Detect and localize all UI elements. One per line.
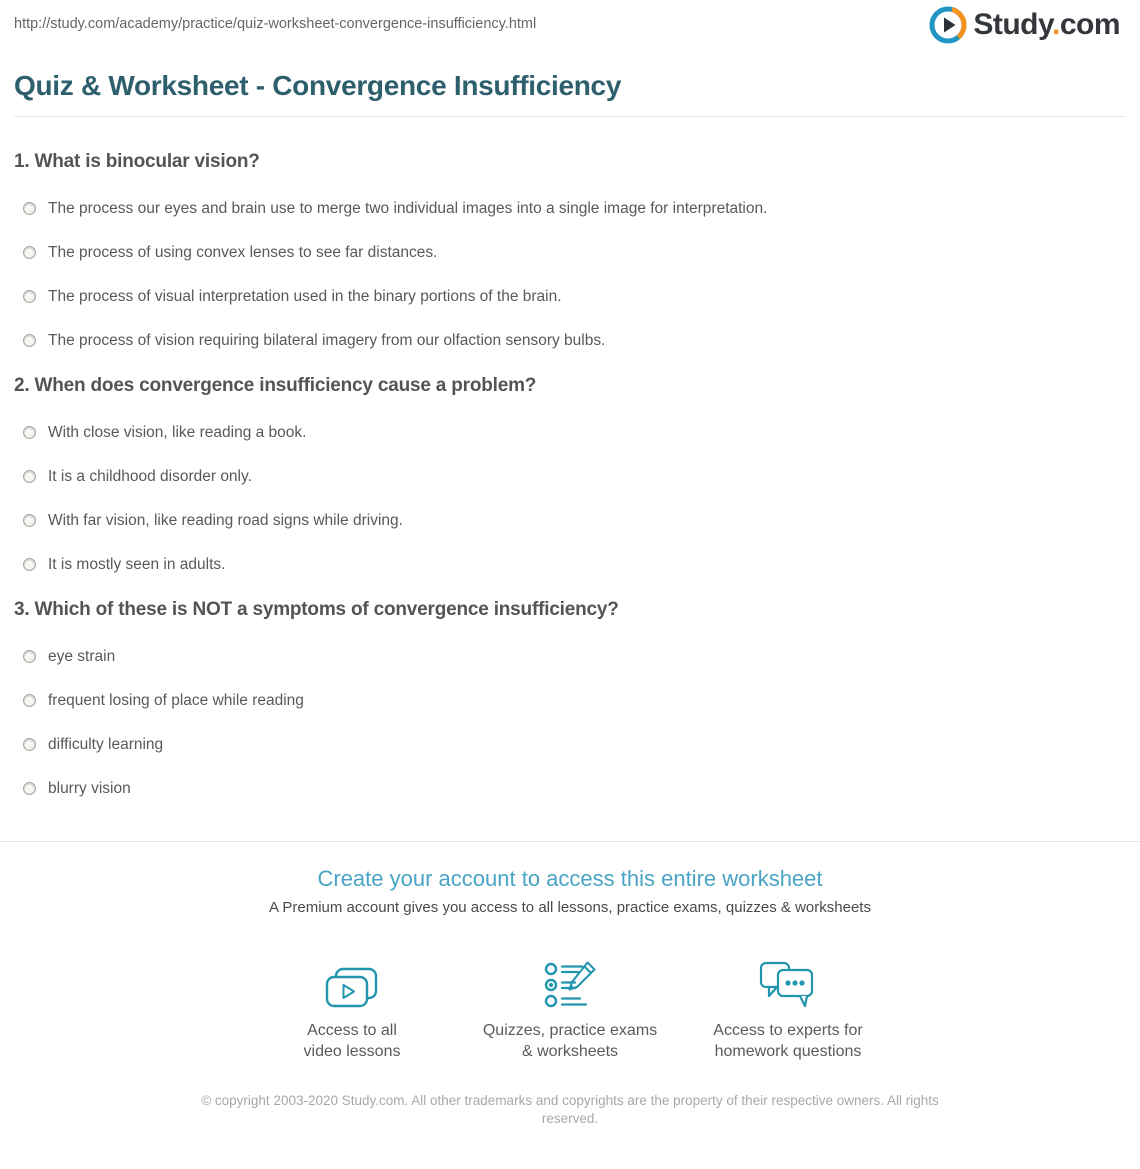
study-logo[interactable]	[929, 6, 1120, 44]
feature-label: Access to all video lessons	[303, 1022, 401, 1060]
radio-button[interactable]	[23, 738, 36, 751]
feature-quizzes	[461, 950, 679, 1062]
radio-button[interactable]	[23, 334, 36, 347]
radio-button[interactable]	[23, 202, 36, 215]
feature-experts	[679, 950, 897, 1062]
question-1-option-3[interactable]	[23, 287, 1126, 307]
answer-option-label: The process of visual interpretation used in the binary portions of the brain.	[48, 288, 562, 305]
answer-option-label: The process of using convex lenses to see far distances.	[48, 244, 438, 261]
answer-option-label: eye strain	[48, 648, 116, 665]
feature-label: Access to experts for homework questions	[713, 1022, 863, 1060]
radio-button[interactable]	[23, 558, 36, 571]
page-url: http://study.com/academy/practice/quiz-worksheet-convergence-insufficiency.html	[14, 16, 537, 32]
question-3-option-1[interactable]	[23, 647, 1126, 667]
quiz-body	[0, 151, 1140, 799]
answer-option-label: frequent losing of place while reading	[48, 692, 304, 709]
page-header	[0, 0, 1140, 56]
feature-label: Quizzes, practice exams & worksheets	[482, 1022, 658, 1060]
question-3-option-2[interactable]	[23, 691, 1126, 711]
logo-dot: .	[1051, 8, 1060, 41]
logo-text: Study.com	[973, 8, 1120, 41]
create-account-link[interactable]: Create your account to access this entire worksheet	[317, 866, 823, 891]
question-3-option-3[interactable]	[23, 735, 1126, 755]
question-3-heading: 3. Which of these is NOT a symptoms of convergence insufficiency?	[14, 599, 619, 620]
answer-option-label: The process our eyes and brain use to merge two individual images into a single image for interpretation.	[48, 200, 768, 217]
answer-option-label: With far vision, like reading road signs while driving.	[48, 512, 403, 529]
question-2-option-3[interactable]	[23, 511, 1126, 531]
page-title: Quiz & Worksheet - Convergence Insufficiency	[14, 70, 1126, 117]
radio-button[interactable]	[23, 246, 36, 259]
question-1-option-4[interactable]	[23, 331, 1126, 351]
question-1-heading: 1. What is binocular vision?	[14, 151, 260, 172]
answer-option-label: With close vision, like reading a book.	[48, 424, 307, 441]
answer-option-label: It is a childhood disorder only.	[48, 468, 252, 485]
radio-button[interactable]	[23, 290, 36, 303]
feature-video-lessons	[243, 950, 461, 1062]
radio-button[interactable]	[23, 514, 36, 527]
question-2-option-1[interactable]	[23, 423, 1126, 443]
answer-option-label: It is mostly seen in adults.	[48, 556, 226, 573]
question-1-option-1[interactable]	[23, 199, 1126, 219]
expert-chat-icon	[679, 950, 897, 1012]
answer-option-label: difficulty learning	[48, 736, 164, 753]
feature-list	[0, 950, 1140, 1062]
video-lessons-icon	[243, 950, 461, 1012]
question-3	[14, 599, 1126, 799]
cta-subtitle: A Premium account gives you access to all lessons, practice exams, quizzes & worksheets	[269, 899, 871, 916]
question-2	[14, 375, 1126, 575]
question-2-option-4[interactable]	[23, 555, 1126, 575]
question-2-option-2[interactable]	[23, 467, 1126, 487]
radio-button[interactable]	[23, 426, 36, 439]
answer-option-label: The process of vision requiring bilateral imagery from our olfaction sensory bulbs.	[48, 332, 606, 349]
cta-section	[0, 841, 1140, 1062]
radio-button[interactable]	[23, 782, 36, 795]
question-1-option-2[interactable]	[23, 243, 1126, 263]
question-2-heading: 2. When does convergence insufficiency cause a problem?	[14, 375, 537, 396]
question-3-option-4[interactable]	[23, 779, 1126, 799]
radio-button[interactable]	[23, 650, 36, 663]
question-1	[14, 151, 1126, 351]
radio-button[interactable]	[23, 694, 36, 707]
radio-button[interactable]	[23, 470, 36, 483]
answer-option-label: blurry vision	[48, 780, 131, 797]
copyright-notice: © copyright 2003-2020 Study.com. All other trademarks and copyrights are the property of their respective owners. All rights reserved.	[201, 1093, 939, 1126]
play-circle-icon	[929, 6, 967, 44]
quiz-worksheet-icon	[461, 950, 679, 1012]
